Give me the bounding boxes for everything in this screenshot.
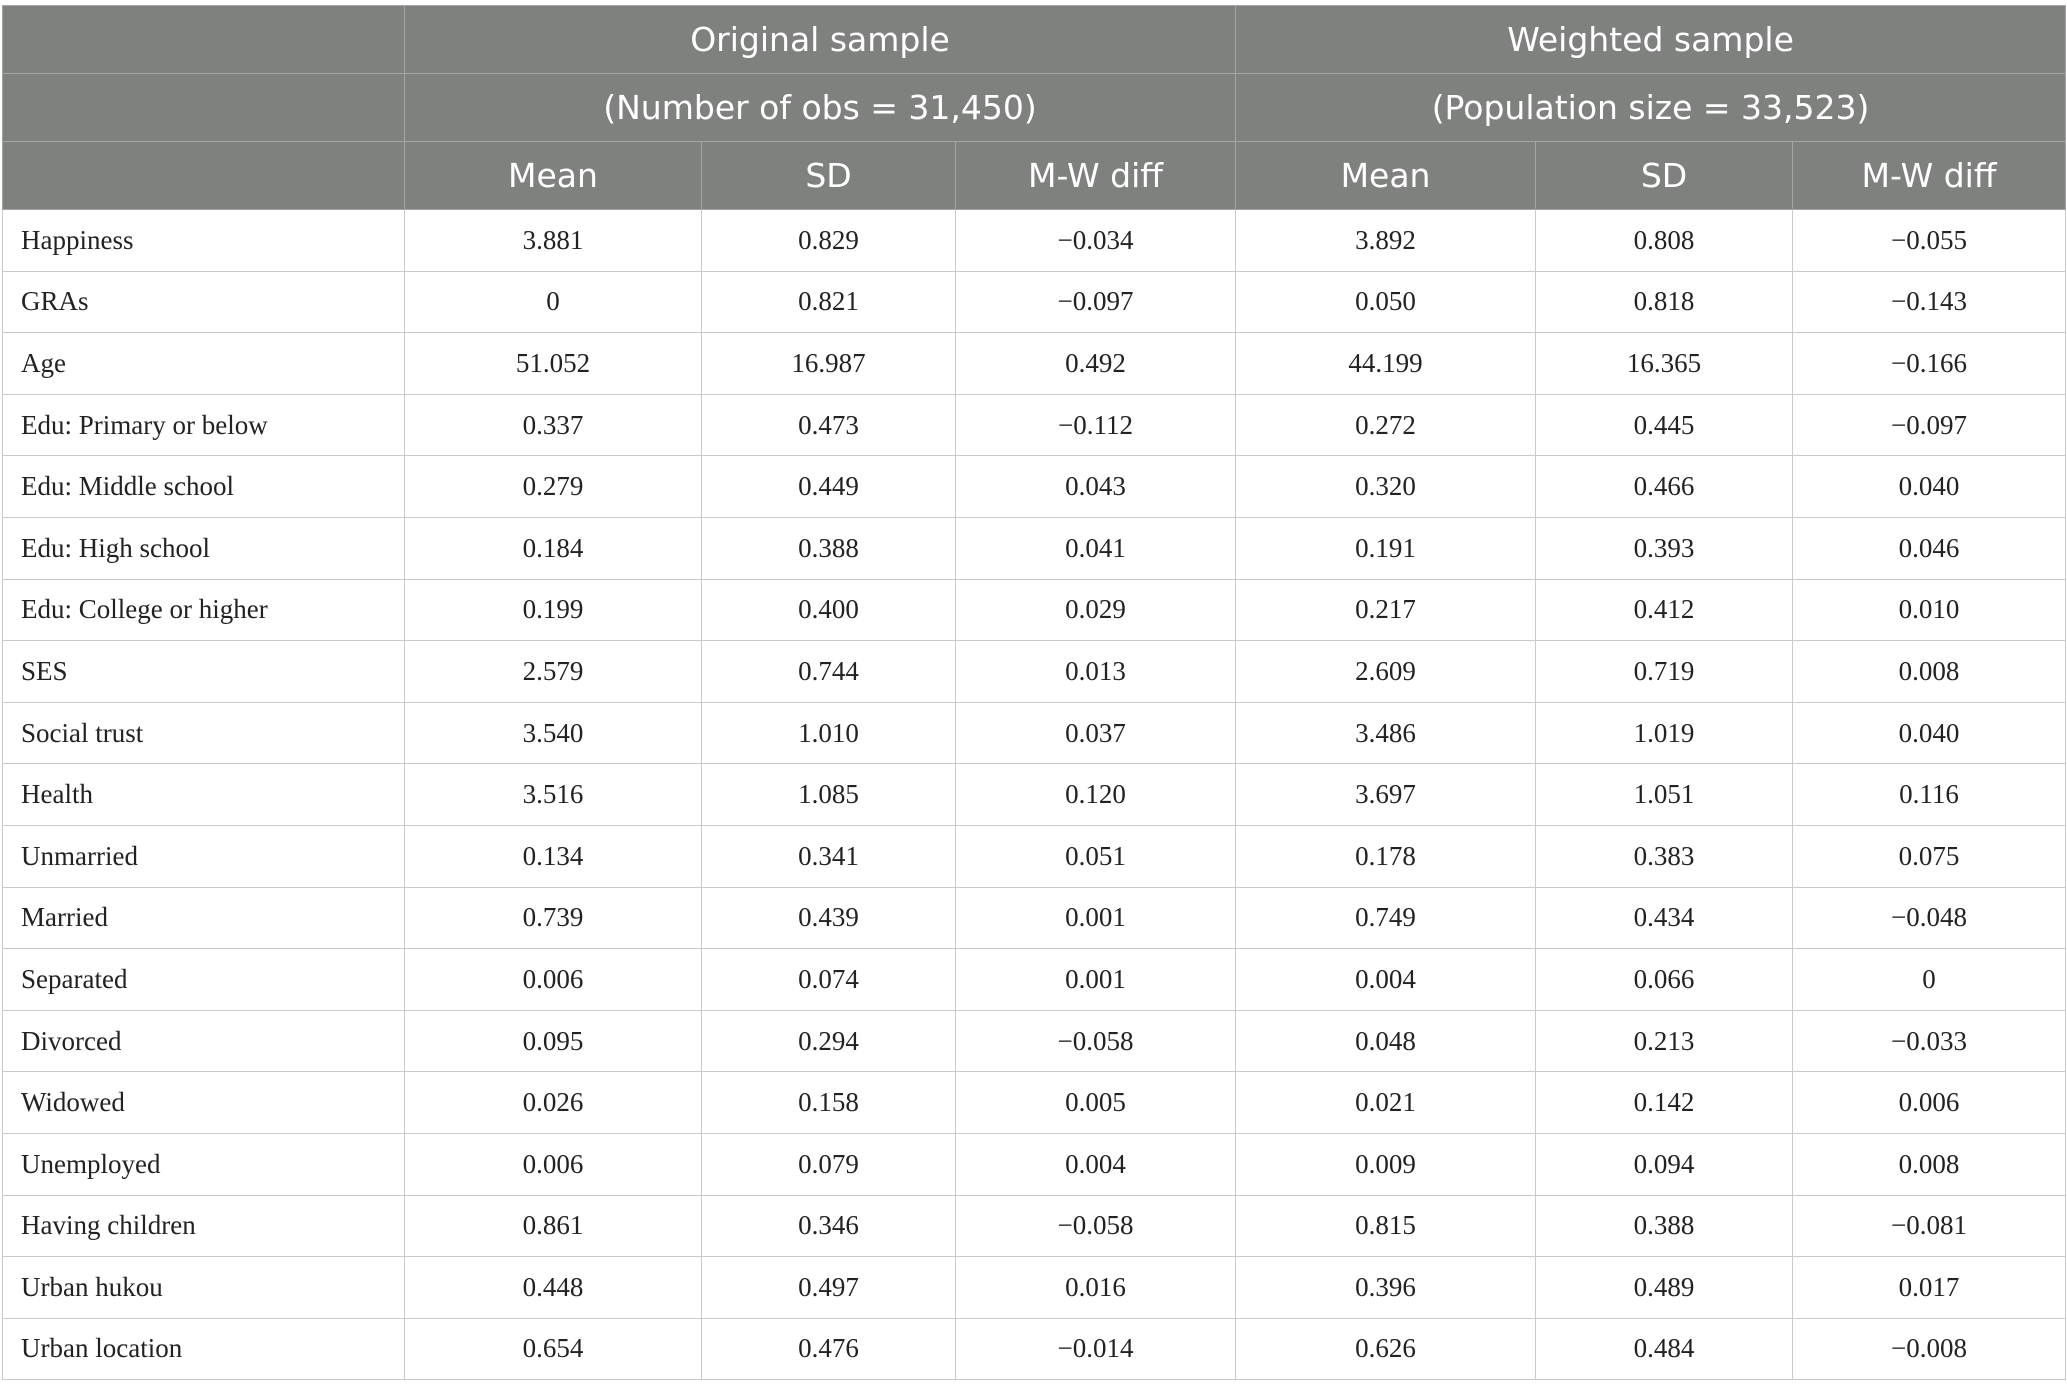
row-label: Age: [3, 333, 405, 395]
table-cell: 0.040: [1793, 702, 2066, 764]
table-cell: 0.142: [1536, 1072, 1793, 1134]
header-corner: [3, 6, 405, 74]
table-cell: 0.815: [1236, 1195, 1536, 1257]
column-header-weighted-sd: SD: [1536, 142, 1793, 210]
table-cell: 0.116: [1793, 764, 2066, 826]
table-row: [3, 1072, 2066, 1134]
table-cell: 16.365: [1536, 333, 1793, 395]
table-cell: −0.008: [1793, 1318, 2066, 1380]
table-cell: 0.066: [1536, 949, 1793, 1011]
table-cell: 2.609: [1236, 641, 1536, 703]
table-row: [3, 1318, 2066, 1380]
table-cell: 0.466: [1536, 456, 1793, 518]
row-label: Having children: [3, 1195, 405, 1257]
table-cell: −0.033: [1793, 1010, 2066, 1072]
table-cell: 0.191: [1236, 517, 1536, 579]
table-cell: 0.005: [956, 1072, 1236, 1134]
original-sample-subtitle: (Number of obs = 31,450): [405, 74, 1236, 142]
row-label: Urban hukou: [3, 1257, 405, 1319]
row-label: Married: [3, 887, 405, 949]
table-cell: 0.006: [405, 1133, 702, 1195]
table-cell: 0.400: [702, 579, 956, 641]
table-body: [3, 210, 2066, 1380]
table-cell: 0.008: [1793, 641, 2066, 703]
table-cell: 0.199: [405, 579, 702, 641]
table-cell: 0.029: [956, 579, 1236, 641]
column-header-original-sd: SD: [702, 142, 956, 210]
table-cell: 0.749: [1236, 887, 1536, 949]
table-cell: 0.040: [1793, 456, 2066, 518]
table-cell: 0.449: [702, 456, 956, 518]
column-header-weighted-mean: Mean: [1236, 142, 1536, 210]
table-cell: −0.112: [956, 394, 1236, 456]
table-cell: 0.821: [702, 271, 956, 333]
table-cell: 0.048: [1236, 1010, 1536, 1072]
table-row: [3, 764, 2066, 826]
header-corner: [3, 142, 405, 210]
row-label: Social trust: [3, 702, 405, 764]
table-cell: 0.484: [1536, 1318, 1793, 1380]
table-cell: 0.006: [405, 949, 702, 1011]
row-label: Urban location: [3, 1318, 405, 1380]
weighted-sample-title: Weighted sample: [1236, 6, 2066, 74]
table-cell: 0.004: [956, 1133, 1236, 1195]
table-row: [3, 333, 2066, 395]
table-cell: 0.829: [702, 210, 956, 272]
table-row: [3, 456, 2066, 518]
row-label: SES: [3, 641, 405, 703]
table-cell: −0.048: [1793, 887, 2066, 949]
table-cell: −0.058: [956, 1195, 1236, 1257]
column-header-original-mean: Mean: [405, 142, 702, 210]
table-cell: 0.010: [1793, 579, 2066, 641]
table-cell: 0.001: [956, 949, 1236, 1011]
table-cell: −0.097: [956, 271, 1236, 333]
table-cell: 0.626: [1236, 1318, 1536, 1380]
table-cell: 0.074: [702, 949, 956, 1011]
table-cell: 0.861: [405, 1195, 702, 1257]
table-cell: 0.001: [956, 887, 1236, 949]
weighted-sample-subtitle: (Population size = 33,523): [1236, 74, 2066, 142]
table-row: [3, 1257, 2066, 1319]
table-cell: 1.019: [1536, 702, 1793, 764]
table-cell: −0.166: [1793, 333, 2066, 395]
table-cell: 0.294: [702, 1010, 956, 1072]
table-cell: 0.383: [1536, 825, 1793, 887]
table-row: [3, 641, 2066, 703]
table-cell: 0.120: [956, 764, 1236, 826]
table-cell: 3.881: [405, 210, 702, 272]
table-row: [3, 887, 2066, 949]
statistics-table: [2, 5, 2066, 1380]
table-cell: 0.412: [1536, 579, 1793, 641]
table-cell: 0.489: [1536, 1257, 1793, 1319]
table-cell: 0.719: [1536, 641, 1793, 703]
original-sample-title: Original sample: [405, 6, 1236, 74]
table-cell: 0.041: [956, 517, 1236, 579]
table-cell: 0.037: [956, 702, 1236, 764]
column-header-original-mw-diff: M-W diff: [956, 142, 1236, 210]
table-row: [3, 394, 2066, 456]
table-cell: 0.095: [405, 1010, 702, 1072]
table-cell: 0.476: [702, 1318, 956, 1380]
table-cell: 0.808: [1536, 210, 1793, 272]
row-label: Edu: Middle school: [3, 456, 405, 518]
table-cell: 0.043: [956, 456, 1236, 518]
table-cell: −0.034: [956, 210, 1236, 272]
table-cell: 0.016: [956, 1257, 1236, 1319]
table-cell: 0.217: [1236, 579, 1536, 641]
table-header: [3, 6, 2066, 210]
table-cell: 0.026: [405, 1072, 702, 1134]
table-row: [3, 1195, 2066, 1257]
table-cell: −0.143: [1793, 271, 2066, 333]
table-cell: 0.079: [702, 1133, 956, 1195]
table-cell: 0.396: [1236, 1257, 1536, 1319]
table-cell: 0.492: [956, 333, 1236, 395]
table-cell: 0: [1793, 949, 2066, 1011]
table-cell: 0.021: [1236, 1072, 1536, 1134]
table-cell: −0.097: [1793, 394, 2066, 456]
table-cell: 51.052: [405, 333, 702, 395]
table-cell: 0.337: [405, 394, 702, 456]
table-cell: 0.739: [405, 887, 702, 949]
table-cell: 0.134: [405, 825, 702, 887]
table-cell: 0.184: [405, 517, 702, 579]
table-row: [3, 517, 2066, 579]
table-row: [3, 949, 2066, 1011]
table-row: [3, 210, 2066, 272]
column-header-weighted-mw-diff: M-W diff: [1793, 142, 2066, 210]
table-cell: 1.051: [1536, 764, 1793, 826]
table-cell: 0.448: [405, 1257, 702, 1319]
table-cell: 0.213: [1536, 1010, 1793, 1072]
table-cell: 0.346: [702, 1195, 956, 1257]
table-cell: 3.540: [405, 702, 702, 764]
table-cell: 0.094: [1536, 1133, 1793, 1195]
table-cell: 0.434: [1536, 887, 1793, 949]
table-cell: 0.445: [1536, 394, 1793, 456]
table-cell: 0.388: [1536, 1195, 1793, 1257]
table-cell: 3.892: [1236, 210, 1536, 272]
table-row: [3, 825, 2066, 887]
table-cell: 3.516: [405, 764, 702, 826]
row-label: Edu: Primary or below: [3, 394, 405, 456]
table-cell: 1.010: [702, 702, 956, 764]
row-label: Divorced: [3, 1010, 405, 1072]
table-cell: −0.055: [1793, 210, 2066, 272]
table-cell: 0.497: [702, 1257, 956, 1319]
table-row: [3, 1133, 2066, 1195]
table-cell: −0.081: [1793, 1195, 2066, 1257]
table-cell: 0.051: [956, 825, 1236, 887]
table-cell: 0.158: [702, 1072, 956, 1134]
row-label: Health: [3, 764, 405, 826]
table-cell: 0.388: [702, 517, 956, 579]
row-label: Edu: High school: [3, 517, 405, 579]
table-row: [3, 271, 2066, 333]
table-cell: 16.987: [702, 333, 956, 395]
header-row-columns: [3, 142, 2066, 210]
table-cell: 0.017: [1793, 1257, 2066, 1319]
table-cell: 0.341: [702, 825, 956, 887]
table-cell: 44.199: [1236, 333, 1536, 395]
table-cell: 0.473: [702, 394, 956, 456]
table-cell: 0.178: [1236, 825, 1536, 887]
table-cell: −0.014: [956, 1318, 1236, 1380]
row-label: Widowed: [3, 1072, 405, 1134]
table-row: [3, 1010, 2066, 1072]
row-label: Edu: College or higher: [3, 579, 405, 641]
table-cell: 0.046: [1793, 517, 2066, 579]
table-cell: 0.008: [1793, 1133, 2066, 1195]
table-cell: −0.058: [956, 1010, 1236, 1072]
row-label: Happiness: [3, 210, 405, 272]
table-row: [3, 579, 2066, 641]
table-cell: 0.013: [956, 641, 1236, 703]
row-label: Separated: [3, 949, 405, 1011]
table-row: [3, 702, 2066, 764]
table-cell: 0.272: [1236, 394, 1536, 456]
header-corner: [3, 74, 405, 142]
table-cell: 0.050: [1236, 271, 1536, 333]
table-cell: 0.004: [1236, 949, 1536, 1011]
table-cell: 0.075: [1793, 825, 2066, 887]
row-label: Unmarried: [3, 825, 405, 887]
table-cell: 2.579: [405, 641, 702, 703]
header-row-group-subtitles: [3, 74, 2066, 142]
table-cell: 0.654: [405, 1318, 702, 1380]
table-cell: 0.320: [1236, 456, 1536, 518]
table-cell: 0.818: [1536, 271, 1793, 333]
row-label: Unemployed: [3, 1133, 405, 1195]
header-row-group-titles: [3, 6, 2066, 74]
table-cell: 0.393: [1536, 517, 1793, 579]
table-cell: 0: [405, 271, 702, 333]
table-cell: 1.085: [702, 764, 956, 826]
table-cell: 3.486: [1236, 702, 1536, 764]
table-cell: 0.279: [405, 456, 702, 518]
table-cell: 0.439: [702, 887, 956, 949]
table-cell: 0.744: [702, 641, 956, 703]
table-cell: 3.697: [1236, 764, 1536, 826]
table-cell: 0.006: [1793, 1072, 2066, 1134]
table-cell: 0.009: [1236, 1133, 1536, 1195]
row-label: GRAs: [3, 271, 405, 333]
